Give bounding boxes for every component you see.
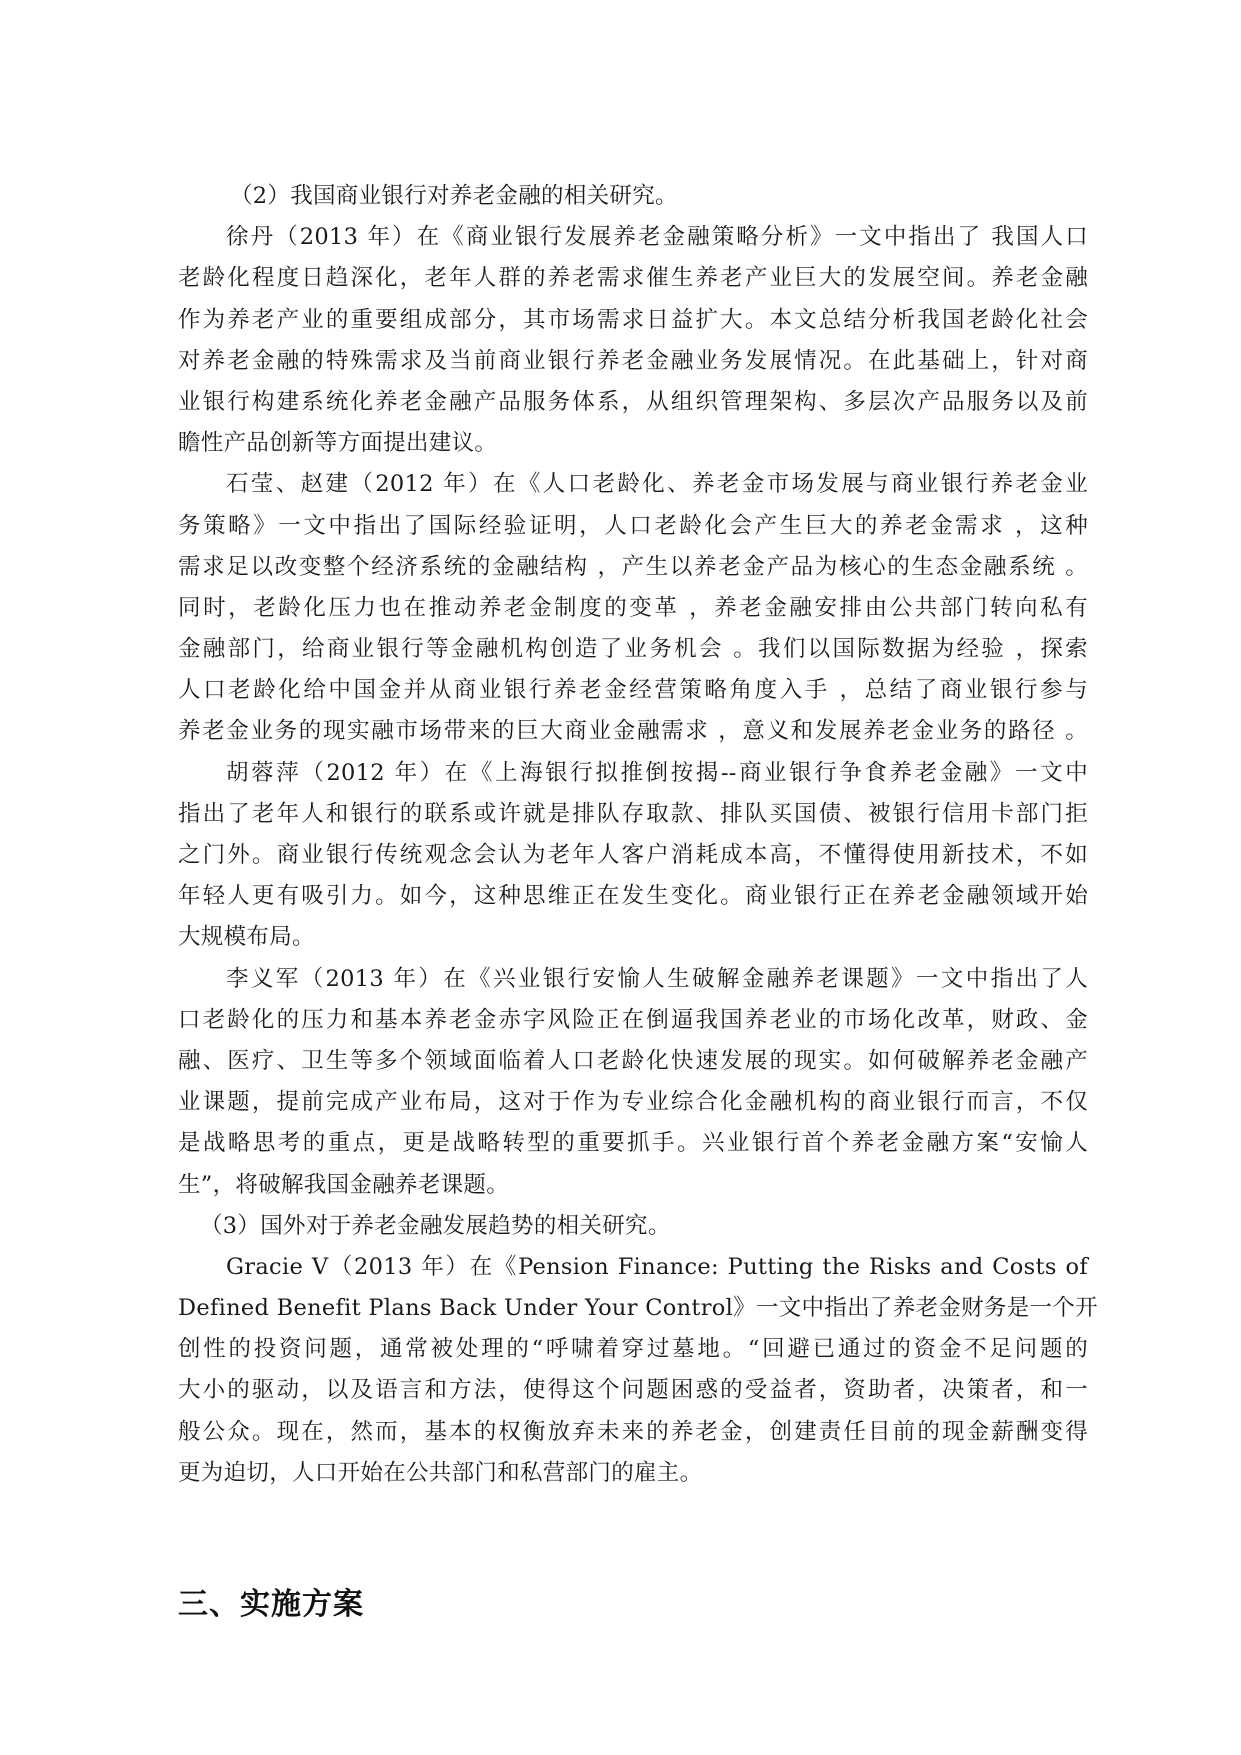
text-line: 业课题，提前完成产业布局，这对于作为专业综合化金融机构的商业银行而言，不仅 (178, 1089, 1088, 1116)
text-line: 作为养老产业的重要组成部分，其市场需求日益扩大。本文总结分析我国老龄化社会 (178, 306, 1088, 333)
text-line: 养老金业务的现实融市场带来的巨大商业金融需求 ，意义和发展养老金业务的路径 。 (178, 718, 1088, 745)
text-line: 业银行构建系统化养老金融产品服务体系，从组织管理架构、多层次产品服务以及前 (178, 388, 1088, 415)
text-line: 指出了老年人和银行的联系或许就是排队存取款、排队买国债、被银行信用卡部门拒 (178, 800, 1088, 827)
text-line: （2）我国商业银行对养老金融的相关研究。 (230, 183, 678, 209)
text-line: 同时，老龄化压力也在推动养老金制度的变革 ，养老金融安排由公共部门转向私有 (178, 594, 1088, 621)
text-line: 口老龄化的压力和基本养老金赤字风险正在倒逼我国养老业的市场化改革，财政、金 (178, 1006, 1088, 1033)
text-line: 老龄化程度日趋深化，老年人群的养老需求催生养老产业巨大的发展空间。养老金融 (178, 265, 1088, 292)
text-line: 年轻人更有吸引力。如今，这种思维正在发生变化。商业银行正在养老金融领域开始 (178, 883, 1088, 910)
text-line: 李义军（2013 年）在《兴业银行安愉人生破解金融养老课题》一文中指出了人 (226, 965, 1088, 992)
text-line: 创性的投资问题，通常被处理的“呼啸着穿过墓地。“回避已通过的资金不足问题的 (178, 1336, 1088, 1363)
text-line: 需求足以改变整个经济系统的金融结构 ，产生以养老金产品为核心的生态金融系统 。 (178, 553, 1088, 580)
text-line: 徐丹（2013 年）在《商业银行发展养老金融策略分析》一文中指出了 我国人口 (226, 224, 1088, 251)
text-line: 胡蓉萍（2012 年）在《上海银行拟推倒按揭--商业银行争食养老金融》一文中 (226, 759, 1088, 786)
text-line: 大小的驱动，以及语言和方法，使得这个问题困惑的受益者，资助者，决策者，和一 (178, 1377, 1088, 1404)
text-line: 石莹、赵建（2012 年）在《人口老龄化、养老金市场发展与商业银行养老金业 (226, 471, 1088, 498)
text-line: 是战略思考的重点，更是战略转型的重要抓手。兴业银行首个养老金融方案“安愉人 (178, 1130, 1088, 1157)
text-line: 瞻性产品创新等方面提出建议。 (178, 430, 498, 457)
text-line: 更为迫切，人口开始在公共部门和私营部门的雇主。 (178, 1459, 703, 1486)
text-line: 大规模布局。 (178, 924, 315, 951)
text-line: Defined Benefit Plans Back Under Your Control》一文中指出了养老金财务是一个开 (178, 1295, 1098, 1322)
text-line: 金融部门，给商业银行等金融机构创造了业务机会 。我们以国际数据为经验 ，探索 (178, 636, 1088, 663)
section-heading: 三、实施方案 (178, 1587, 364, 1622)
document-body (178, 176, 1098, 1494)
text-line: 务策略》一文中指出了国际经验证明，人口老龄化会产生巨大的养老金需求 ，这种 (178, 512, 1088, 539)
text-line: Gracie V（2013 年）在《Pension Finance: Putting the Risks and Costs of (226, 1253, 1088, 1280)
text-line: （3）国外对于养老金融发展趋势的相关研究。 (200, 1212, 671, 1239)
text-line: 般公众。现在，然而，基本的权衡放弃未来的养老金，创建责任目前的现金薪酬变得 (178, 1418, 1088, 1445)
text-line: 之门外。商业银行传统观念会认为老年人客户消耗成本高，不懂得使用新技术，不如 (178, 842, 1088, 868)
text-line: 人口老龄化给中国金并从商业银行养老金经营策略角度入手 ，总结了商业银行参与 (178, 677, 1088, 704)
text-line: 生”，将破解我国金融养老课题。 (178, 1171, 510, 1198)
text-line: 融、医疗、卫生等多个领域面临着人口老龄化快速发展的现实。如何破解养老金融产 (178, 1047, 1088, 1074)
text-line: 对养老金融的特殊需求及当前商业银行养老金融业务发展情况。在此基础上，针对商 (178, 347, 1088, 374)
